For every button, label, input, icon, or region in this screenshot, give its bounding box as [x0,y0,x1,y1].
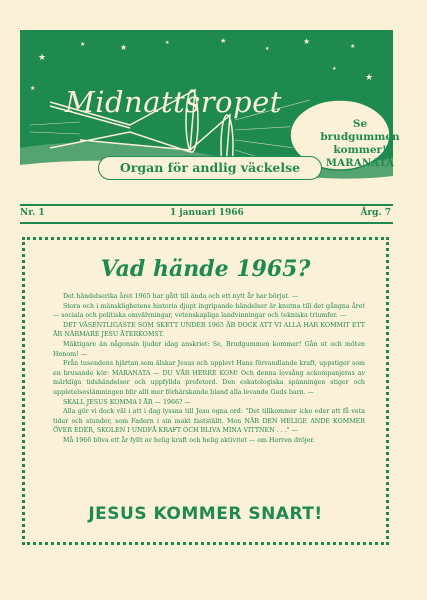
sign-line: kommer! [333,144,387,156]
masthead-subtitle: Organ för andlig väckelse [98,156,322,180]
article-paragraph: Det händelserika året 1965 har gått till ända och ett nytt år har börjat. — [63,293,299,300]
divider [20,222,393,224]
masthead-sign [310,118,410,170]
svg-text:★: ★ [365,73,374,83]
svg-text:★: ★ [30,85,36,92]
article-paragraph: Mäktigare än någonsin ljuder idag anskriet: Se, Brudgummen kommer! Gån ut och möten Honom! — [53,340,365,358]
sign-line: brudgummen [320,131,400,143]
svg-text:★: ★ [332,66,337,72]
svg-text:★: ★ [165,40,170,46]
svg-text:★: ★ [80,41,86,48]
article-box [22,237,389,545]
masthead-title: Midnattsropet [65,85,282,119]
stars-decoration [30,37,373,92]
article-paragraph: DET VÄSENTLIGASTE SOM SKETT UNDER 1965 ÄR DOCK ATT VI ALLA HAR KOMMIT ETT ÅR NÄRMARE JESU ÅTERKOMST. [53,321,365,339]
svg-text:★: ★ [120,43,128,52]
sign-line: MARANATA [325,158,395,169]
article-headline: Vad hände 1965? [100,256,311,282]
svg-text:★: ★ [265,46,270,52]
article-paragraph: SKALL JESUS KOMMA I ÅR — 1966? — [63,398,191,406]
svg-text:★: ★ [220,37,227,45]
issue-number: Nr. 1 [20,208,45,218]
svg-text:★: ★ [350,43,356,50]
article-paragraph: Från tusendens hjärtan som älskar Jesus och upplevt Hans förvandlande kraft, uppstiger som en brusande kör: MARANATA — DU VÅR HERRE KOM! Och denna lovsång ackompanjeras av märkliga tidshändelser och uppfyllda profetord. Den eskatologiska spänningen stiger och uppletelsestämningen blir allt mer förhärskande bland alla levande Guds barn. — [53,360,365,396]
article-paragraph: Stora och i mänsklighetens historia djupt ingripande händelser är knutna till det gångna året — sociala och politiska omvälvningar, vetenskapliga landvinningar och tekniska triumfer. — [53,302,365,320]
issue-date: 1 januari 1966 [170,208,244,218]
divider [20,204,393,206]
issue-volume: Årg. 7 [360,208,391,218]
article-body [53,292,365,446]
article-paragraph: Alla gör vi dock väl i att i dag lyssna till Jesu egna ord: "Det tillkommer icke eder att få veta tider och stunder, som Fadern i sin makt fastställt. Men NÄR DEN HELIGE ANDE KOMMER ÖVER EDER, SKOLEN I UNDFÅ KRAFT OCH BLIVA MINA VITTNEN . . ." — [53,408,365,435]
svg-text:★: ★ [303,37,311,46]
svg-text:★: ★ [38,53,47,63]
article-footer-slogan: JESUS KOMMER SNART! [88,504,323,524]
article-paragraph: Må 1966 bliva ett år fyllt av helig kraft och helig aktivitet — om Herren dröjer. [63,436,315,444]
sign-line: Se [352,118,368,130]
